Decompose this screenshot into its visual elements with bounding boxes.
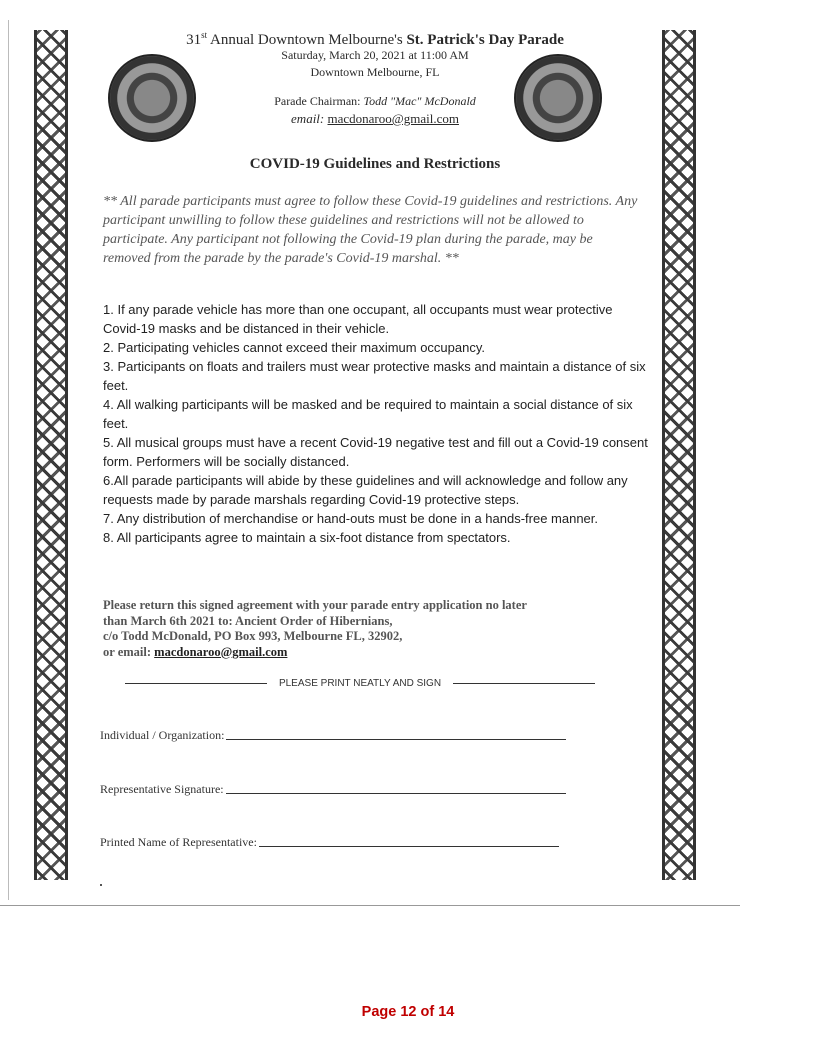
event-date: Saturday, March 20, 2021 at 11:00 AM [281,48,469,62]
event-title: 31st Annual Downtown Melbourne's St. Patrick's Day Parade [186,30,564,48]
celtic-border-left [34,30,68,880]
intro-text: ** All parade participants must agree to follow these Covid-19 guidelines and restrictions. Any participant unwilling to follow these guidelines and restrictions will not be allowed to participate. Any participant not following the Covid-19 plan during the parade, may be removed from the parade by the parade's Covid-19 marshal. ** [103,194,638,266]
return-line: c/o Todd McDonald, PO Box 993, Melbourne FL, 32902, [103,629,403,643]
signature-label: Representative Signature: [100,782,224,796]
return-email-link[interactable]: macdonaroo@gmail.com [154,644,288,659]
rules-list [103,300,648,547]
chairman: Parade Chairman: Todd "Mac" McDonald [274,94,476,108]
printed-name-label: Printed Name of Representative: [100,835,257,849]
rule-item: 2. Participating vehicles cannot exceed their maximum occupancy. [103,340,486,355]
print-neatly-divider [125,678,595,689]
bottom-rule [0,905,740,906]
rule-item: 6.All parade participants will abide by these guidelines and will acknowledge and follow any requests made by parade marshals regarding Covid-19 protective steps. [103,473,628,507]
page-number: Page 12 of 14 [361,1004,455,1020]
rule-item: 8. All participants agree to maintain a six-foot distance from spectators. [103,530,511,545]
organization-field[interactable] [100,728,566,743]
left-edge-rule [8,20,9,900]
celtic-border-right [662,30,696,880]
signature-field[interactable] [100,782,566,797]
rule-item: 5. All musical groups must have a recent Covid-19 negative test and fill out a Covid-19 consent form. Performers will be socially distanced. [103,435,648,469]
chairman-email: email: macdonaroo@gmail.com [291,111,459,126]
organization-label: Individual / Organization: [100,728,225,742]
rule-item: 3. Participants on floats and trailers must wear protective masks and maintain a distance of six feet. [103,359,646,393]
rule-item: 4. All walking participants will be masked and be required to maintain a social distance of six feet. [103,397,633,431]
event-location: Downtown Melbourne, FL [310,65,440,79]
email-link[interactable]: macdonaroo@gmail.com [327,111,459,126]
rule-item: 1. If any parade vehicle has more than one occupant, all occupants must wear protective Covid-19 masks and be distanced in their vehicle. [103,302,613,336]
signature-input-line[interactable] [226,793,566,794]
printed-name-field[interactable] [100,835,559,850]
page-title: COVID-19 Guidelines and Restrictions [249,156,501,172]
organization-input-line[interactable] [226,739,566,740]
return-line: than March 6th 2021 to: Ancient Order of Hibernians, [103,613,393,628]
return-instructions [103,598,643,660]
printed-name-input-line[interactable] [259,846,559,847]
return-line: Please return this signed agreement with your parade entry application no later [103,598,527,612]
scan-dot [100,884,102,886]
return-line: or email: macdonaroo@gmail.com [103,644,288,659]
rule-item: 7. Any distribution of merchandise or hand-outs must be done in a hands-free manner. [103,511,599,526]
print-neatly-label: PLEASE PRINT NEATLY AND SIGN [278,678,442,689]
